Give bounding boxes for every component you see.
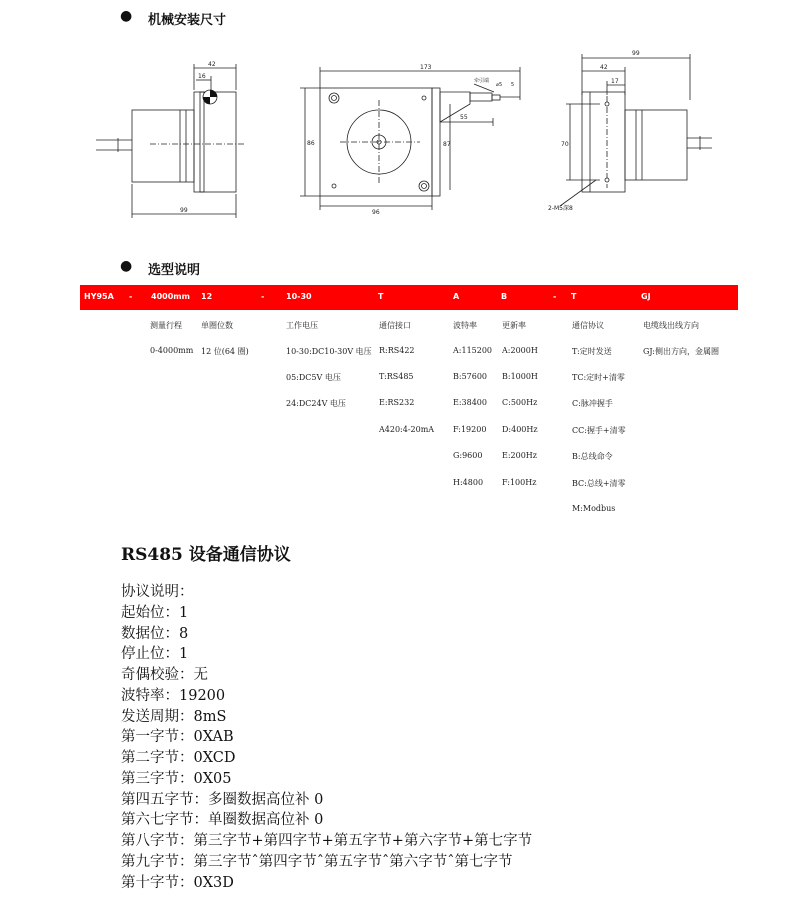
range-value: 0-4000mm bbox=[150, 346, 194, 355]
right-dim-17: 17 bbox=[611, 78, 619, 85]
right-dim-99: 99 bbox=[632, 50, 640, 57]
cable-value: GJ:侧出方向，金属圈 bbox=[643, 347, 719, 356]
code-voltage: 10-30 bbox=[286, 292, 312, 301]
rs485-line: 第六七字节：单圈数据高位补 0 bbox=[121, 812, 324, 828]
rs485-line: 第三字节：0X05 bbox=[121, 771, 232, 787]
left-dim-99: 99 bbox=[180, 207, 188, 214]
center-dim-173: 173 bbox=[420, 64, 432, 71]
refresh-value: C:500Hz bbox=[502, 398, 538, 407]
baud-value: H:4800 bbox=[453, 478, 484, 487]
code-bits: 12 bbox=[201, 292, 213, 301]
right-dim-42: 42 bbox=[600, 64, 608, 71]
baud-value: B:57600 bbox=[453, 372, 488, 381]
voltage-value: 24:DC24V 电压 bbox=[286, 399, 346, 408]
rs485-line: 停止位：1 bbox=[121, 646, 189, 662]
rs485-line: 第一字节：0XAB bbox=[121, 729, 234, 745]
section2-bullet: ● bbox=[120, 258, 133, 274]
interface-value: A420:4-20mA bbox=[379, 425, 435, 434]
right-note-holes: 2-M5深8 bbox=[548, 205, 573, 212]
refresh-value: F:100Hz bbox=[502, 478, 537, 487]
section1-title: 机械安装尺寸 bbox=[148, 13, 227, 28]
center-dim-87: 87 bbox=[443, 141, 451, 148]
left-dim-42: 42 bbox=[208, 61, 216, 68]
col-title-voltage: 工作电压 bbox=[286, 321, 318, 330]
baud-value: A:115200 bbox=[453, 346, 493, 355]
code-model: HY95A bbox=[84, 292, 114, 301]
col-title-refresh: 更新率 bbox=[502, 321, 526, 330]
code-sep-1: - bbox=[129, 292, 133, 301]
code-sep-3: - bbox=[553, 292, 557, 301]
refresh-value: B:1000H bbox=[502, 372, 538, 381]
code-interface: T bbox=[378, 292, 384, 301]
protocol-value: BC:总线+清零 bbox=[572, 479, 626, 488]
bits-value: 12 位(64 圈) bbox=[201, 347, 249, 356]
code-range: 4000mm bbox=[151, 292, 190, 301]
rs485-line: 波特率：19200 bbox=[121, 688, 226, 704]
center-dim-86: 86 bbox=[307, 140, 315, 147]
code-sep-2: - bbox=[261, 292, 265, 301]
center-dim-55: 55 bbox=[460, 114, 468, 121]
baud-value: E:38400 bbox=[453, 398, 487, 407]
voltage-value: 05:DC5V 电压 bbox=[286, 373, 341, 382]
protocol-value: B:总线命令 bbox=[572, 452, 613, 461]
col-title-cable: 电缆线出线方向 bbox=[643, 321, 699, 330]
center-note: 牵引端 bbox=[474, 78, 490, 84]
center-dim-5: 5 bbox=[511, 82, 515, 88]
interface-value: R:RS422 bbox=[379, 346, 415, 355]
protocol-value: C:脉冲握手 bbox=[572, 399, 613, 408]
code-protocol: T bbox=[571, 292, 577, 301]
rs485-line: 数据位：8 bbox=[121, 626, 189, 642]
refresh-value: D:400Hz bbox=[502, 425, 538, 434]
drawing-right-view bbox=[0, 0, 793, 240]
refresh-value: A:2000H bbox=[502, 346, 538, 355]
col-title-bits: 单圈位数 bbox=[201, 321, 233, 330]
right-dim-70: 70 bbox=[561, 141, 569, 148]
section1-bullet: ● bbox=[120, 8, 133, 24]
protocol-value: M:Modbus bbox=[572, 504, 616, 513]
protocol-value: T:定时发送 bbox=[572, 347, 612, 356]
interface-value: T:RS485 bbox=[379, 372, 414, 381]
rs485-line: 发送周期：8mS bbox=[121, 709, 227, 725]
code-cable: GJ bbox=[641, 292, 651, 301]
refresh-value: E:200Hz bbox=[502, 451, 537, 460]
rs485-line: 第八字节：第三字节+第四字节+第五字节+第六字节+第七字节 bbox=[121, 833, 533, 849]
col-title-range: 测量行程 bbox=[150, 321, 182, 330]
rs485-line: 起始位：1 bbox=[121, 605, 189, 621]
code-baud: A bbox=[453, 292, 460, 301]
rs485-line: 奇偶校验：无 bbox=[121, 667, 208, 683]
rs485-title: RS485 设备通信协议 bbox=[121, 545, 291, 565]
rs485-line: 第十字节：0X3D bbox=[121, 875, 234, 891]
rs485-line: 协议说明： bbox=[121, 584, 194, 600]
col-title-protocol: 通信协议 bbox=[572, 321, 604, 330]
baud-value: G:9600 bbox=[453, 451, 483, 460]
col-title-interface: 通信接口 bbox=[379, 321, 411, 330]
protocol-value: TC:定时+清零 bbox=[572, 373, 625, 382]
interface-value: E:RS232 bbox=[379, 398, 415, 407]
voltage-value: 10-30:DC10-30V 电压 bbox=[286, 347, 372, 356]
col-title-baud: 波特率 bbox=[453, 321, 477, 330]
model-code-bar bbox=[80, 285, 738, 310]
section2-title: 选型说明 bbox=[148, 263, 201, 278]
center-dim-phi5: ⌀5 bbox=[496, 82, 503, 88]
rs485-line: 第九字节：第三字节ˆ第四字节ˆ第五字节ˆ第六字节ˆ第七字节 bbox=[121, 854, 513, 870]
center-dim-96: 96 bbox=[372, 209, 380, 216]
protocol-value: CC:握手+清零 bbox=[572, 426, 626, 435]
code-refresh: B bbox=[501, 292, 508, 301]
left-dim-16: 16 bbox=[198, 73, 206, 80]
rs485-line: 第二字节：0XCD bbox=[121, 750, 236, 766]
rs485-line: 第四五字节：多圈数据高位补 0 bbox=[121, 792, 324, 808]
baud-value: F:19200 bbox=[453, 425, 487, 434]
